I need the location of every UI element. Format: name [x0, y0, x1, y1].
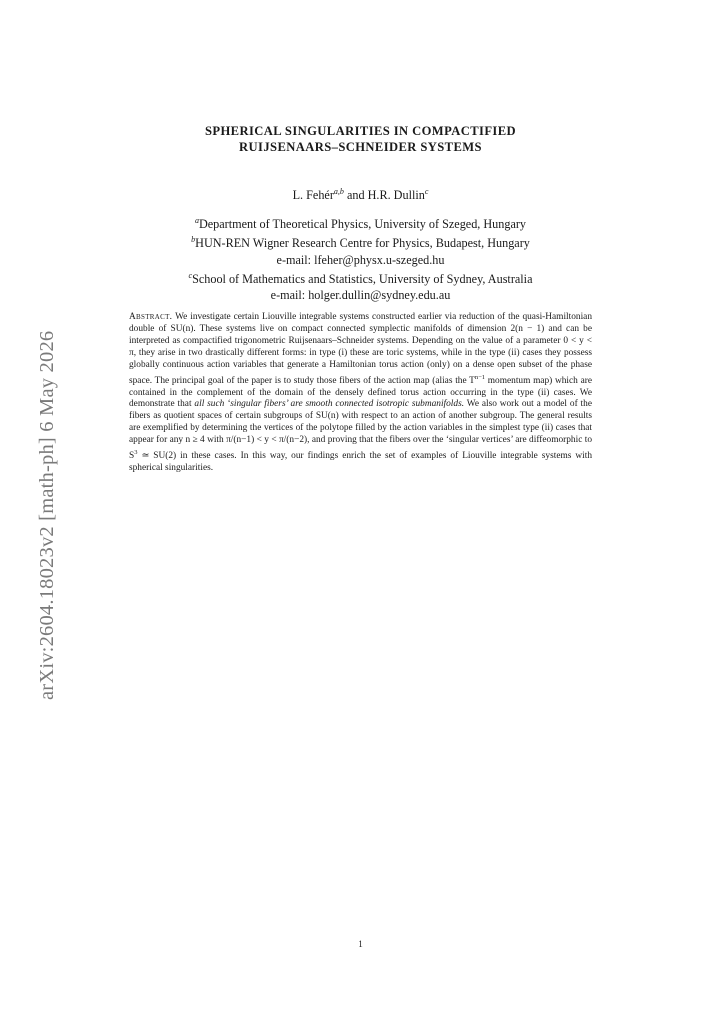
abstract: [129, 312, 592, 475]
abstract-text-4: ≃ SU(2) in these cases. In this way, our findings enrich the set of examples of Liouville integrable systems with spherical singularities.: [129, 451, 592, 474]
author-1-affil-mark: a,b: [333, 187, 344, 196]
author-conjunction: and: [343, 188, 368, 203]
affiliation-b: [0, 232, 721, 251]
abstract-emphasis: all such ‘singular fibers’ are smooth connected isotropic submanifolds.: [194, 399, 465, 410]
author-2: H.R. Dullin: [367, 188, 425, 203]
affil-a-mark: a: [194, 216, 199, 225]
abstract-text-2: momentum map) which are contained in the complement of the domain of the densely defined torus action occurring in the type (ii) cases. We demonstrate that: [129, 375, 592, 410]
paper-title: [0, 123, 721, 155]
author-1: L. Fehér: [292, 188, 334, 203]
author-2-affil-mark: c: [424, 187, 429, 196]
affiliation-c: [0, 268, 721, 287]
torus-exponent: n−1: [474, 373, 486, 381]
arxiv-identifier: arXiv:2604.18023v2 [math-ph] 6 May 2026: [36, 330, 58, 700]
sphere-exponent: 3: [134, 449, 138, 457]
page-number: 1: [358, 939, 363, 949]
email-1: e-mail: lfeher@physx.u-szeged.hu: [276, 252, 445, 267]
email-2: e-mail: holger.dullin@sydney.edu.au: [270, 288, 451, 303]
title-line-2: RUIJSENAARS–SCHNEIDER SYSTEMS: [239, 140, 482, 154]
affil-c-text: School of Mathematics and Statistics, University of Sydney, Australia: [192, 272, 533, 287]
affiliations: [0, 213, 721, 304]
title-line-1: SPHERICAL SINGULARITIES IN COMPACTIFIED: [204, 124, 517, 138]
affiliation-a: [0, 213, 721, 232]
abstract-label: Abstract.: [129, 312, 173, 322]
author-line: [0, 187, 721, 203]
affil-b-text: HUN-REN Wigner Research Centre for Physics, Budapest, Hungary: [195, 236, 530, 251]
affil-c-mark: c: [188, 271, 193, 281]
abstract-text-3: We also work out a model of the fibers as quotient spaces of certain subgroups of SU(n) with respect to an action of another subgroup. The general results are exemplified by determining the vertices of the polytope filled by the action variables in the simplest type (ii) cases that appear for any n ≥ 4 with π/(n−1) < y < π/(n−2), and proving that the fibers over the ‘singular vertices’ are diffeomorphic to S: [129, 399, 592, 462]
affil-b-mark: b: [191, 235, 196, 245]
affil-a-text: Department of Theoretical Physics, University of Szeged, Hungary: [198, 217, 527, 232]
abstract-text-1: We investigate certain Liouville integrable systems constructed earlier via reduction of the quasi-Hamiltonian double of SU(n). These systems live on compact connected symplectic manifolds of dimension 2(n − 1) and can be interpreted as compactified trigonometric Ruijsenaars–Schneider systems. Depending on the value of a parameter 0 < y < π, they arise in two drastically different forms: in type (i) these are toric systems, while in the type (ii) cases they possess globally continuous action variables that generate a Hamiltonian torus action (only) on a dense open subset of the phase space. The principal goal of the paper is to study those fibers of the action map (alias the T: [129, 312, 592, 386]
